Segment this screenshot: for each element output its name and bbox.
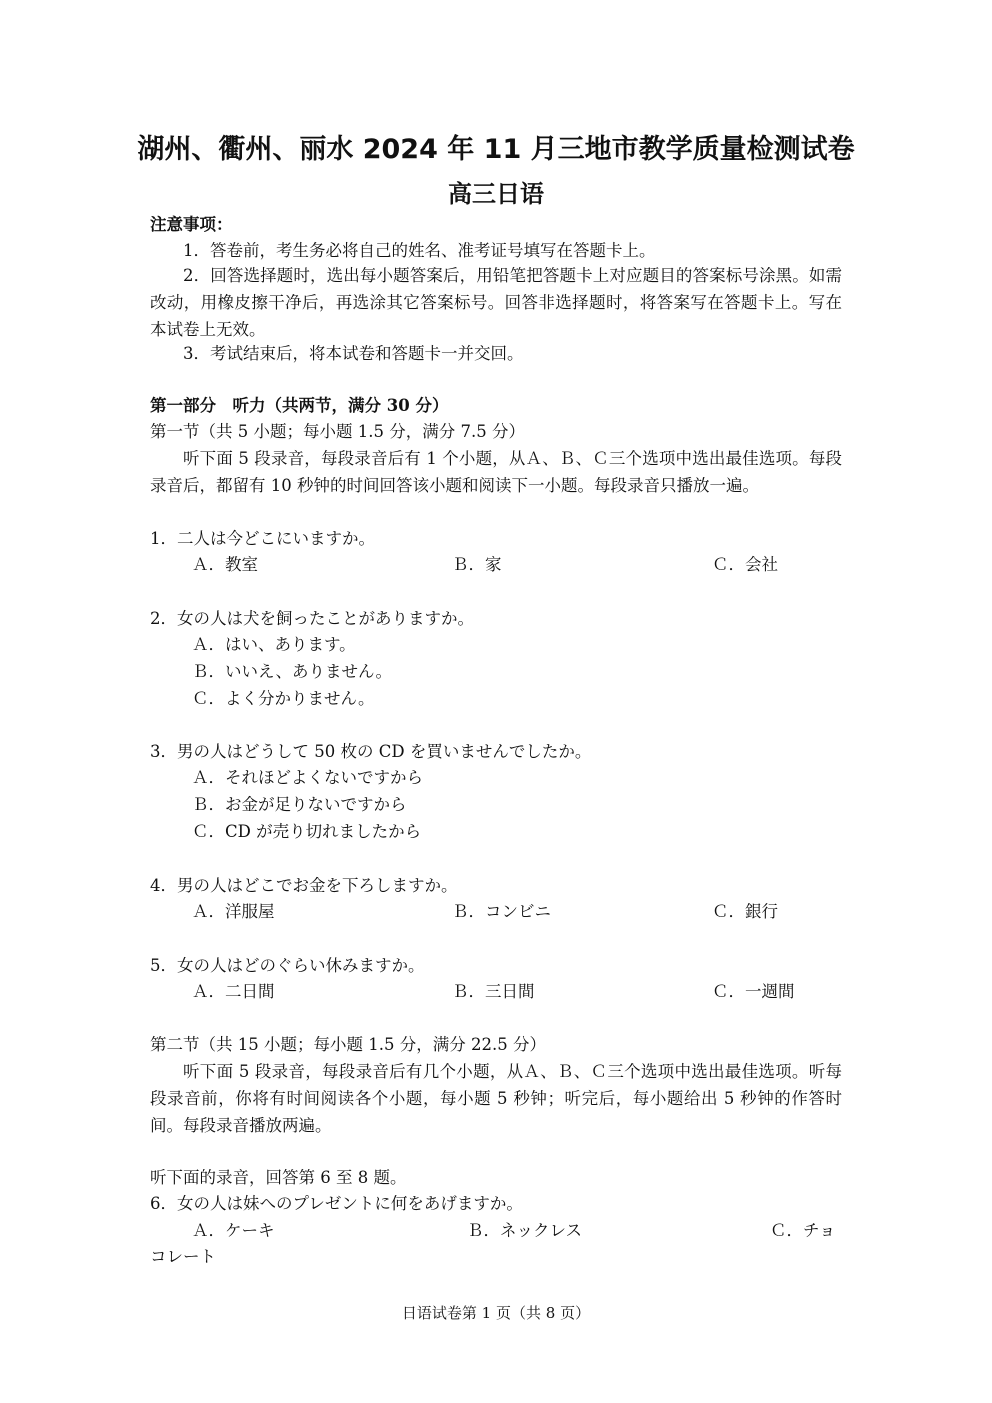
question-3-option-c: Ｃ．CD が売り切れましたから bbox=[192, 822, 422, 841]
question-3-option-b: Ｂ．お金が足りないですから bbox=[192, 795, 407, 814]
section2-instruction: 听下面 5 段录音，每段录音后有几个小题，从Ａ、Ｂ、Ｃ三个选项中选出最佳选项。听每段录音前，你将有时间阅读各个小题，每小题 5 秒钟；听完后，每小题给出 5 秒钟的作答时间。每段录音播放两遍。 bbox=[150, 1062, 842, 1135]
question-2-option-b: Ｂ．いいえ、ありません。 bbox=[192, 662, 392, 681]
question-1-option-b: Ｂ．家 bbox=[452, 555, 502, 574]
question-1-option-c: Ｃ．会社 bbox=[712, 555, 778, 574]
question-3-stem: 3．男の人はどうして 50 枚の CD を買いませんでしたか。 bbox=[150, 742, 592, 761]
question-6-option-b: Ｂ．ネックレス bbox=[467, 1221, 583, 1240]
question-2-option-a: Ａ．はい、あります。 bbox=[192, 635, 356, 654]
question-1-option-a: Ａ．教室 bbox=[192, 555, 258, 574]
question-6-option-c: Ｃ．チョ bbox=[770, 1221, 836, 1240]
exam-subject: 高三日语 bbox=[448, 180, 544, 208]
section1-instruction: 听下面 5 段录音，每段录音后有 1 个小题，从Ａ、Ｂ、Ｃ三个选项中选出最佳选项。每段录音后，都留有 10 秒钟的时间回答该小题和阅读下一小题。每段录音只播放一遍。 bbox=[150, 449, 842, 495]
section1-heading: 第一节（共 5 小题；每小题 1.5 分，满分 7.5 分） bbox=[150, 422, 525, 441]
notice-heading: 注意事项： bbox=[150, 215, 233, 234]
question-6-option-a: Ａ．ケーキ bbox=[192, 1221, 275, 1240]
question-4-option-b: Ｂ．コンビニ bbox=[452, 902, 551, 921]
question-5-option-c: Ｃ．一週間 bbox=[712, 982, 795, 1001]
question-2-stem: 2．女の人は犬を飼ったことがありますか。 bbox=[150, 609, 474, 628]
notice-item-2: 2．回答选择题时，选出每小题答案后，用铅笔把答题卡上对应题目的答案标号涂黑。如需改动，用橡皮擦干净后，再选涂其它答案标号。回答非选择题时，将答案写在答题卡上。写在本试卷上无效。 bbox=[150, 266, 842, 339]
page-footer: 日语试卷第 1 页（共 8 页） bbox=[401, 1304, 591, 1322]
question-5-stem: 5．女の人はどのぐらい休みますか。 bbox=[150, 956, 425, 975]
question-6-stem: 6．女の人は妹へのプレゼントに何をあげますか。 bbox=[150, 1194, 523, 1213]
question-4-option-a: Ａ．洋服屋 bbox=[192, 902, 275, 921]
question-group-intro: 听下面的录音，回答第 6 至 8 题。 bbox=[150, 1168, 407, 1187]
question-1-stem: 1．二人は今どこにいますか。 bbox=[150, 529, 375, 548]
exam-title: 湖州、衢州、丽水 2024 年 11 月三地市教学质量检测试卷 bbox=[137, 134, 855, 165]
question-4-option-c: Ｃ．銀行 bbox=[712, 902, 778, 921]
question-3-option-a: Ａ．それほどよくないですから bbox=[192, 768, 423, 787]
question-2-option-c: Ｃ．よく分かりません。 bbox=[192, 689, 375, 708]
part1-heading: 第一部分 听力（共两节，满分 30 分） bbox=[150, 396, 449, 415]
question-6-option-c-continued: コレート bbox=[150, 1247, 216, 1266]
question-5-option-a: Ａ．二日間 bbox=[192, 982, 275, 1001]
question-5-option-b: Ｂ．三日間 bbox=[452, 982, 535, 1001]
section2-heading: 第二节（共 15 小题；每小题 1.5 分，满分 22.5 分） bbox=[150, 1035, 546, 1054]
notice-item-3: 3．考试结束后，将本试卷和答题卡一并交回。 bbox=[183, 344, 524, 363]
question-4-stem: 4．男の人はどこでお金を下ろしますか。 bbox=[150, 876, 458, 895]
notice-item-1: 1．答卷前，考生务必将自己的姓名、准考证号填写在答题卡上。 bbox=[183, 241, 656, 260]
